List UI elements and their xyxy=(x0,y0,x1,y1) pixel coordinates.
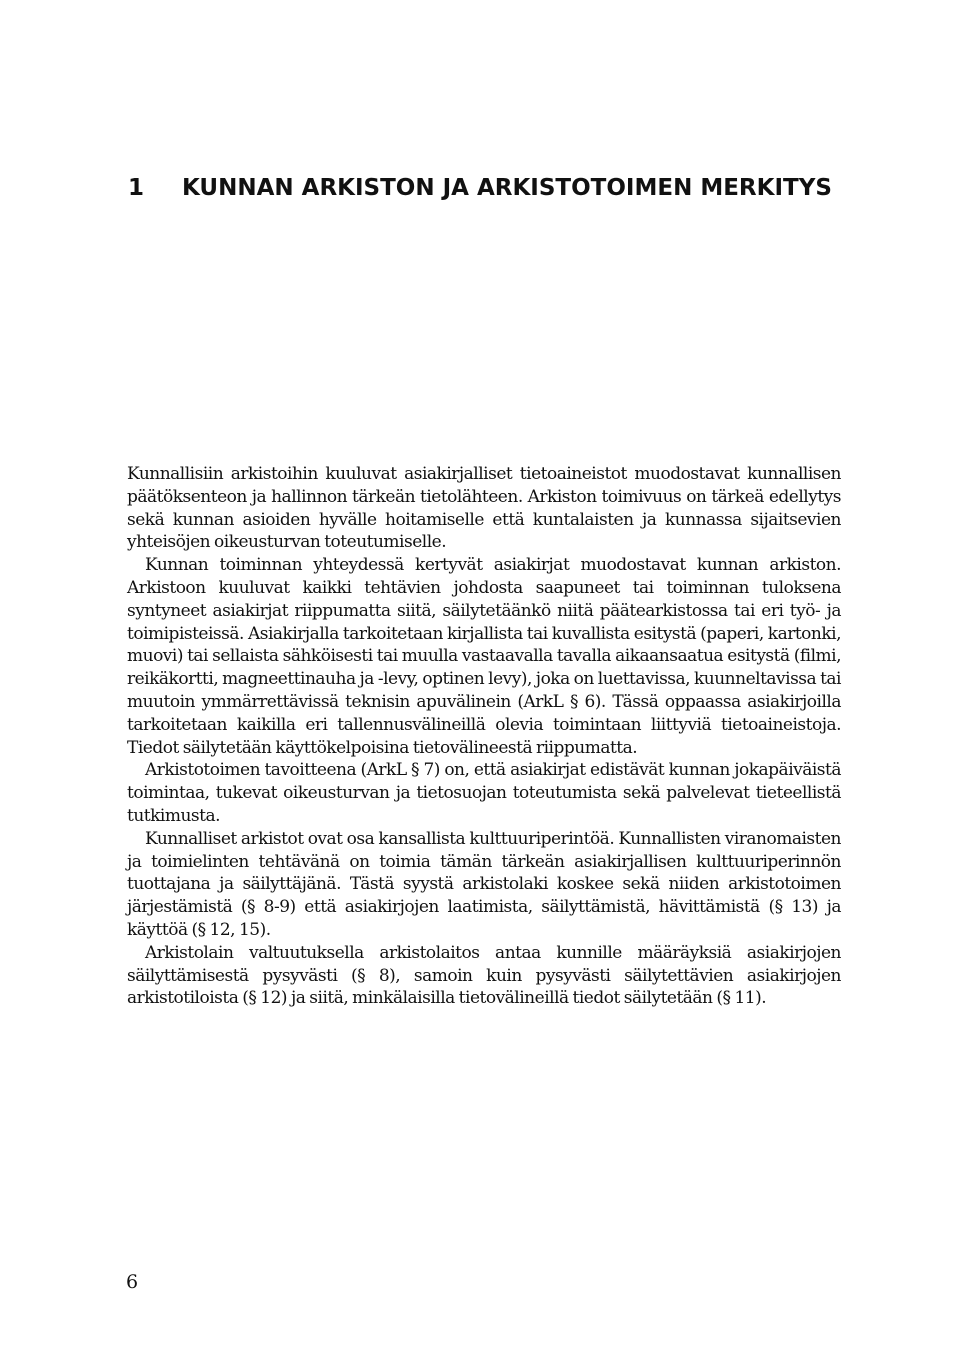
chapter-number: 1 xyxy=(128,175,145,201)
body-text xyxy=(127,463,841,1010)
paragraph-5: Arkistolain valtuutuksella arkistolaitos antaa kunnille määräyksiä asiakirjojen säilyttämisestä pysyvästi (§ 8), samoin kuin pysyvästi säilytettävien asiakirjojen arkistotiloista (§ 12) ja siitä, minkälaisilla tietovälineillä tiedot säilytetään (§ 11). xyxy=(127,942,841,1009)
chapter-heading xyxy=(128,172,848,204)
paragraph-2: Kunnan toiminnan yhteydessä kertyvät asiakirjat muodostavat kunnan arkiston. Arkistoon kuuluvat kaikki tehtävien johdosta saapuneet tai toiminnan tuloksena syntyneet asiakirjat riippumatta siitä, säilytetäänkö niitä päätearkistossa tai eri työ- ja toimipisteissä. Asiakirjalla tarkoitetaan kirjallista tai kuvallista esitystä (paperi, kartonki, muovi) tai sellaista sähköisesti tai muulla vastaavalla tavalla aikaansaatua esitystä (filmi, reikäkortti, magneettinauha ja -levy, optinen levy), joka on luettavissa, kuunneltavissa tai muutoin ymmärrettävissä teknisin apuvälinein (ArkL § 6). Tässä oppaassa asiakirjoilla tarkoitetaan kaikilla eri tallennusvälineillä olevia toimintaan liittyviä tietoaineistoja. Tiedot säilytetään käyttökelpoisina tietovälineestä riippumatta. xyxy=(127,555,841,758)
paragraph-3: Arkistotoimen tavoitteena (ArkL § 7) on, että asiakirjat edistävät kunnan jokapäiväistä toimintaa, tukevat oikeusturvan ja tietosuojan toteutumista sekä palvelevat tieteellistä tutkimusta. xyxy=(127,760,841,826)
paragraph-4: Kunnalliset arkistot ovat osa kansallista kulttuuriperintöä. Kunnallisten viranomaisten ja toimielinten tehtävänä on toimia tämän tärkeän asiakirjallisen kulttuuriperinnön tuottajana ja säilyttäjänä. Tästä syystä arkistolaki koskee sekä niiden arkistotoimen järjestämistä (§ 8-9) että asiakirjojen laatimista, säilyttämistä, hävittämistä (§ 13) ja käyttöä (§ 12, 15). xyxy=(127,828,841,940)
chapter-title: KUNNAN ARKISTON JA ARKISTOTOIMEN MERKITYS xyxy=(182,175,832,201)
paragraph-1: Kunnallisiin arkistoihin kuuluvat asiakirjalliset tietoaineistot muodostavat kunnallisen päätöksenteon ja hallinnon tärkeän tietolähteen. Arkiston toimivuus on tärkeä edellytys sekä kunnan asioiden hyvälle hoitamiselle että kuntalaisten ja kunnassa sijaitsevien yhteisöjen oikeusturvan toteutumiselle. xyxy=(127,464,841,553)
page-number: 6 xyxy=(126,1271,139,1293)
